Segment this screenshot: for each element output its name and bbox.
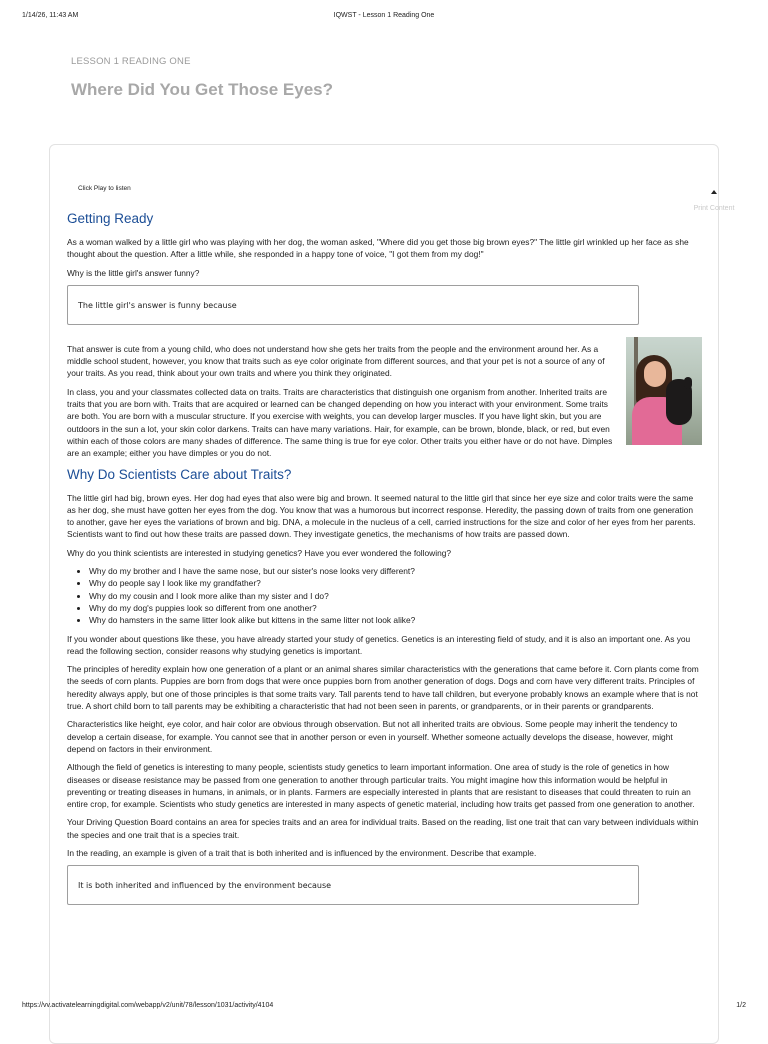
section-heading-why-scientists-care: Why Do Scientists Care about Traits?	[67, 466, 292, 482]
paragraph: Although the field of genetics is interesting to many people, scientists study genetics to learn important information. One area of study is the role of genetics in how diseases or disease resistance may be passed from one generation to another through particular traits. You might imagine how this information would be helpful in preventing or treating diseases in humans, in animals, or in plants. Farmers are especially interested in plants that are resistant to diseases that could threaten to ruin an entire crop, for example. Scientists who study genetics are interested in many aspects of genetic material, including how traits get passed from one generation to another.	[67, 762, 695, 810]
list-item: • Why do people say I look like my grandfather?	[89, 577, 699, 589]
reading-content	[67, 208, 699, 923]
paragraph: The little girl had big, brown eyes. Her dog had eyes that also were big and brown. It seemed natural to the little girl that since her eye size and color traits were the same as her dog, she must have gotten her eyes from the dog. You know that was a humorous but incorrect response. Heredity, the passing down of traits from one generation to another, gave her eyes the variations of brown and big. DNA, a molecule in the nucleus of a cell, carried instructions for the size and color of her eyes from her parents. Scientists want to find out how these traits are passed down. They investigate genetics, the mechanisms of how traits are passed down.	[67, 492, 696, 540]
section-heading-getting-ready: Getting Ready	[67, 211, 154, 226]
question-list	[67, 565, 699, 626]
paragraph: That answer is cute from a young child, who does not understand how she gets her traits from the people and the environment around her. As a middle school student, however, you know that traits such as eye color originate from different sources, and that your pet is not a source of any of your traits. As you read, think about your own traits and where you think they originated.	[67, 343, 605, 379]
text-with-photo	[67, 343, 699, 460]
answer-input-2[interactable]: It is both inherited and influenced by the environment because	[67, 865, 639, 905]
answer-input-1[interactable]: The little girl's answer is funny because	[67, 285, 639, 325]
list-item: • Why do my dog's puppies look so different from one another?	[89, 602, 699, 614]
print-datetime: 1/14/26, 11:43 AM	[22, 12, 79, 19]
list-item: • Why do my cousin and I look more alike than my sister and I do?	[89, 590, 699, 602]
question-prompt: Why is the little girl's answer funny?	[67, 267, 200, 278]
page-title: Where Did You Get Those Eyes?	[71, 80, 333, 99]
paragraph: Characteristics like height, eye color, and hair color are obvious through observation. But not all inherited traits are obvious. Some people may inherit the tendency to develop a certain disease, for example. You cannot see that in another person or even in yourself. Whether someone actually develops the disease, however, might depend on factors in their environment.	[67, 719, 678, 754]
paragraph: The principles of heredity explain how one generation of a plant or an animal shares similar characteristics with the generations that came before it. Corn plants come from the seeds of corn plants. Puppies are born from dogs that were once puppies born from another generation of dogs. Dogs and corn have very different traits. Principles of heredity always apply, but one of those principles is that some traits vary. Tall parents tend to have tall children, but everyone probably knows an example where that is not true. A short child born to tall parents may be exhibiting a characteristic that had not been seen in parents, or grandparents, or in their parents or grandparents.	[67, 664, 699, 712]
print-title: IQWST - Lesson 1 Reading One	[333, 12, 435, 19]
paragraph: As a woman walked by a little girl who was playing with her dog, the woman asked, "Where did you get those big brown eyes?" The little girl wrinkled up her face as she thought about the question. After a little while, she responded in a happy tone of voice, "I got them from my dog!"	[67, 237, 689, 260]
print-url: https://vv.activatelearningdigital.com/webapp/v2/unit/78/lesson/1031/activity/4104	[22, 1002, 274, 1009]
print-footer	[22, 1002, 746, 1012]
lesson-label: LESSON 1 READING ONE	[71, 56, 191, 67]
print-page-number: 1/2	[736, 1002, 746, 1009]
print-header	[22, 12, 746, 22]
list-item: • Why do hamsters in the same litter look alike but kittens in the same litter not look alike?	[89, 614, 699, 626]
list-item: • Why do my brother and I have the same nose, but our sister's nose looks very different?	[89, 565, 699, 577]
print-content-label: Print Content	[693, 205, 735, 212]
audio-play-hint[interactable]: Click Play to listen	[78, 185, 131, 192]
paragraph: Why do you think scientists are interested in studying genetics? Have you ever wondered the following?	[67, 547, 452, 558]
paragraph: Your Driving Question Board contains an area for species traits and an area for individual traits. Based on the reading, list one trait that can vary between individuals within the species and one trait that is a species trait.	[67, 817, 699, 840]
question-prompt: In the reading, an example is given of a trait that is both inherited and is influenced by the environment. Describe that example.	[67, 847, 537, 858]
paragraph: If you wonder about questions like these, you have already started your study of genetics. Genetics is an interesting field of study, and it is also an important one. As you read the following section, consider reasons why studying genetics is important.	[67, 633, 691, 656]
triangle-up-icon	[711, 190, 717, 194]
girl-with-dog-photo	[626, 337, 702, 445]
paragraph: In class, you and your classmates collected data on traits. Traits are characteristics that distinguish one organism from another. Inherited traits are traits that you are born with. Traits that are acquired or learned can be changed depending on how you interact with your environment. Some traits are both. You are born with a muscular structure. If you exercise with weights, you can develop larger muscles. If you have light skin, but you are outdoors in the sun a lot, your skin color darkens. Traits can have many variations. Hair, for example, can be brown, blonde, black, or red, but even within each of those colors are many shades of difference. The same thing is true for eye color. Other traits you either have or do not have. Dimples are an example; either you have dimples or you do not.	[67, 386, 613, 459]
